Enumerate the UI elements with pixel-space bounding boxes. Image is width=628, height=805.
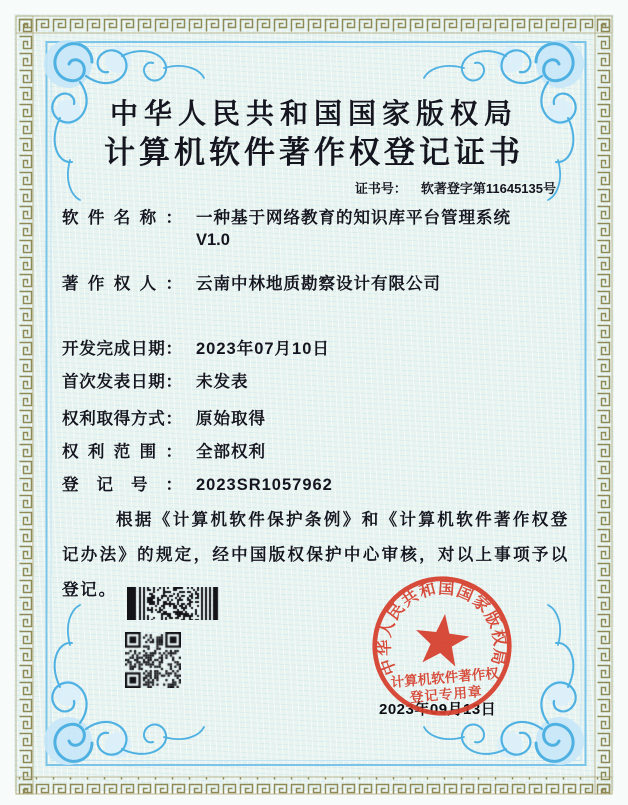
field-value: 2023年07月10日 (196, 340, 330, 358)
row-copyright-holder (62, 273, 441, 295)
field-label: 开发完成日期： (62, 340, 182, 358)
field-value: 云南中林地质勘察设计有限公司 (196, 275, 441, 293)
seal-ring-text: 中华人民共和国国家版权局 (375, 579, 509, 678)
field-label: 权利取得方式： (62, 410, 182, 428)
row-software-name (62, 207, 511, 251)
official-seal (363, 567, 521, 725)
field-value: 2023SR1057962 (196, 476, 333, 494)
field-label: 登记号： (62, 476, 182, 494)
field-value: 一种基于网络教育的知识库平台管理系统 V1.0 (196, 209, 511, 249)
row-right-acquisition (62, 408, 266, 430)
field-label: 软件名称： (62, 209, 182, 227)
field-label: 著作权人： (62, 275, 182, 293)
certificate-title: 计算机软件著作权登记证书 (104, 135, 524, 170)
cert-no-label: 证书号： (354, 181, 407, 196)
issue-date: 2023年09月13日 (379, 701, 497, 718)
cert-no-value: 软著登字第11645135号 (420, 181, 556, 196)
certificate-number-line (355, 178, 556, 197)
field-value: 原始取得 (196, 410, 266, 428)
seal-star-icon (412, 611, 471, 668)
field-label: 权利范围： (62, 443, 182, 461)
field-label: 首次发表日期： (62, 373, 182, 391)
authority-title: 中华人民共和国国家版权局 (109, 99, 518, 130)
row-registration-no (62, 474, 333, 496)
software-version: V1.0 (196, 231, 230, 249)
row-first-publish-date (62, 371, 249, 393)
qr-code-image (125, 632, 181, 688)
row-dev-complete-date (62, 338, 330, 360)
seal-line1: 计算机软件著作权 (390, 665, 500, 691)
registration-statement: 根据《计算机软件保护条例》和《计算机软件著作权登记办法》的规定，经中国版权保护中心审核，对以上事项予以登记。 (62, 511, 569, 599)
field-value: 全部权利 (196, 443, 266, 461)
seal-line2: 登记专用章 (409, 683, 484, 706)
barcode-image (127, 587, 219, 620)
field-value: 未发表 (196, 373, 249, 391)
row-right-scope (62, 441, 266, 463)
